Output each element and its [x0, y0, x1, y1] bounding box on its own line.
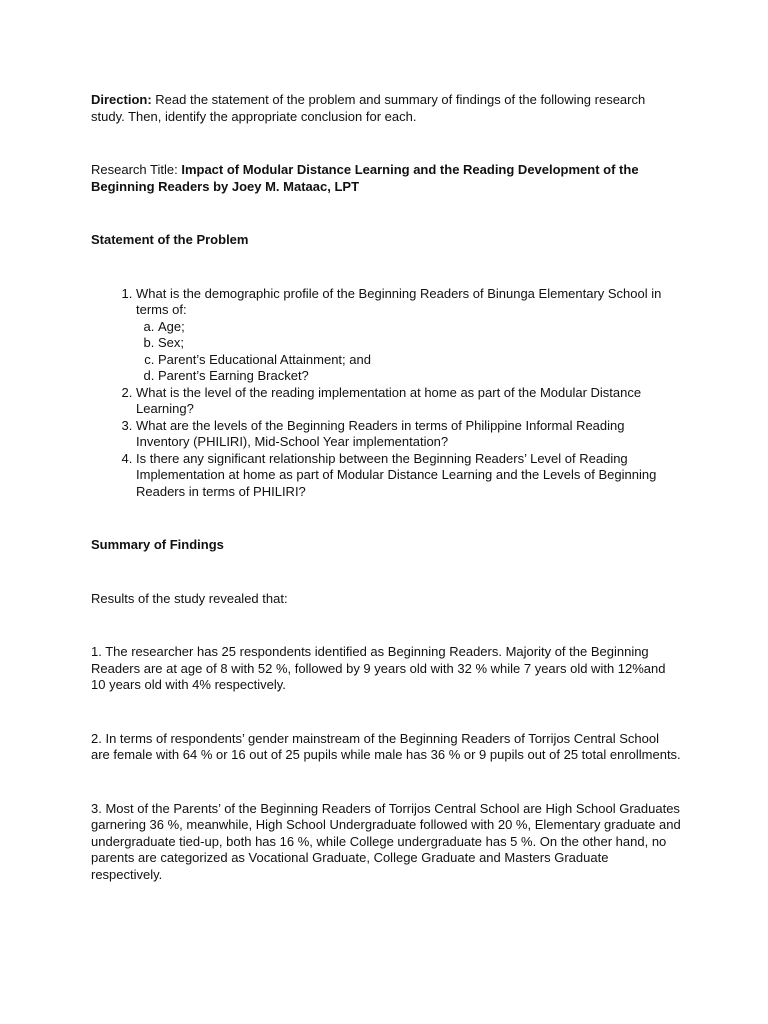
sub-item-age: a. Age;	[158, 319, 681, 336]
demographic-sublist	[136, 319, 681, 385]
research-title: Impact of Modular Distance Learning and the Reading Development of the Beginning Readers by Joey M. Mataac, LPT	[91, 162, 639, 194]
statement-item-3: 3. What are the levels of the Beginning Readers in terms of Philippine Informal Reading Inventory (PHILIRI), Mid-School Year implementation?	[136, 418, 681, 451]
sub-item-education: c. Parent’s Educational Attainment; and	[158, 352, 681, 369]
direction-label: Direction:	[91, 92, 152, 107]
statement-heading: Statement of the Problem	[91, 232, 249, 247]
summary-intro: Results of the study revealed that:	[91, 590, 288, 606]
research-title-label: Research Title:	[91, 162, 182, 177]
statement-item-4: 4. Is there any significant relationship between the Beginning Readers’ Level of Reading Implementation at home as part of Modular Distance Learning and the Levels of Beginning Readers in terms of PHILIRI?	[136, 451, 681, 501]
direction-text: Read the statement of the problem and summary of findings of the following research study. Then, identify the appropriate conclusion for each.	[91, 92, 646, 124]
sub-item-sex: b. Sex;	[158, 335, 681, 352]
sub-item-earning: d. Parent’s Earning Bracket?	[158, 368, 681, 385]
finding-2: 2. In terms of respondents’ gender mainstream of the Beginning Readers of Torrijos Central School are female with 64 % or 16 out of 25 pupils while male has 36 % or 9 pupils out of 25 total enrollments.	[91, 730, 681, 762]
finding-1: 1. The researcher has 25 respondents identified as Beginning Readers. Majority of the Beginning Readers are at age of 8 with 52 %, followed by 9 years old with 32 % while 7 years old with 12%and 10 years old with 4% respectively.	[91, 644, 666, 692]
summary-heading: Summary of Findings	[91, 537, 224, 552]
statement-item-text: What is the demographic profile of the Beginning Readers of Binunga Elementary School in terms of:	[136, 285, 662, 317]
finding-3: 3. Most of the Parents’ of the Beginning Readers of Torrijos Central School are High School Graduates garnering 36 %, meanwhile, High School Undergraduate followed with 20 %, Elementary graduate and undergraduate tied-up, both has 16 %, while College undergraduate has 5 %. On the other hand, no parents are categorized as Vocational Graduate, College Graduate and Masters Graduate respectively.	[91, 800, 681, 882]
statement-item-1	[136, 286, 681, 385]
statement-item-2: 2. What is the level of the reading implementation at home as part of the Modular Distance Learning?	[136, 385, 681, 418]
direction-paragraph	[91, 92, 681, 125]
research-title-paragraph	[91, 162, 681, 195]
document-page	[91, 92, 681, 920]
statement-list	[91, 286, 681, 501]
